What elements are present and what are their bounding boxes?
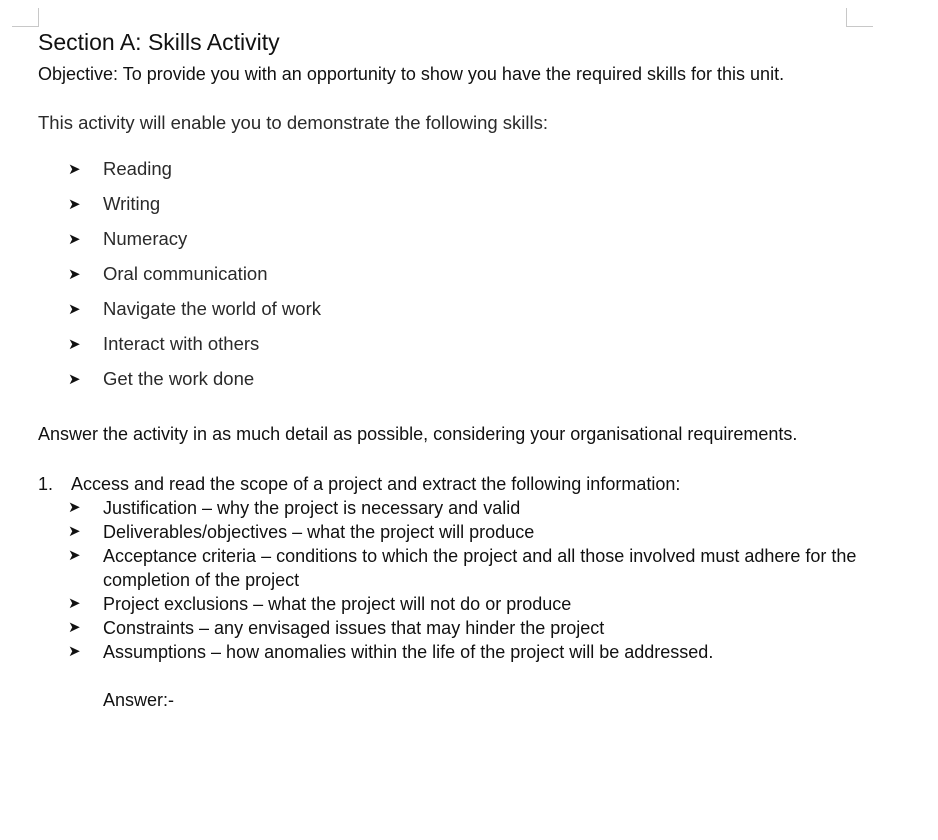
arrow-bullet-icon: ➤ <box>68 195 81 213</box>
list-item <box>68 291 858 326</box>
arrow-bullet-icon: ➤ <box>68 160 81 178</box>
arrow-bullet-icon: ➤ <box>68 547 81 564</box>
page-corner-mark-left <box>12 8 39 27</box>
answer-instruction: Answer the activity in as much detail as possible, considering your organisational requirements. <box>38 424 798 444</box>
list-item <box>68 640 858 664</box>
question-items-list <box>38 496 858 664</box>
page-corner-mark-right <box>846 8 873 27</box>
arrow-bullet-icon: ➤ <box>68 499 81 516</box>
list-item <box>68 616 858 640</box>
arrow-bullet-icon: ➤ <box>68 643 81 660</box>
arrow-bullet-icon: ➤ <box>68 230 81 248</box>
question-item-text: Assumptions – how anomalies within the life of the project will be addressed. <box>103 642 714 662</box>
answer-label: Answer:- <box>103 690 175 710</box>
document-page <box>38 26 858 712</box>
list-item <box>68 221 858 256</box>
question-item-text: Deliverables/objectives – what the project will produce <box>103 522 535 542</box>
question-item-text: Project exclusions – what the project will not do or produce <box>103 594 572 614</box>
question-heading <box>38 472 858 496</box>
question-text: Access and read the scope of a project and extract the following information: <box>71 474 681 494</box>
question-1 <box>38 472 858 712</box>
arrow-bullet-icon: ➤ <box>68 300 81 318</box>
question-item-text: Acceptance criteria – conditions to which the project and all those involved must adhere for the completion of the project <box>103 546 857 590</box>
arrow-bullet-icon: ➤ <box>68 523 81 540</box>
arrow-bullet-icon: ➤ <box>68 265 81 283</box>
skills-list <box>38 151 858 396</box>
list-item <box>68 520 858 544</box>
list-item <box>68 326 858 361</box>
list-item <box>68 186 858 221</box>
arrow-bullet-icon: ➤ <box>68 619 81 636</box>
list-item <box>68 361 858 396</box>
question-number: 1. <box>38 474 54 494</box>
arrow-bullet-icon: ➤ <box>68 335 81 353</box>
arrow-bullet-icon: ➤ <box>68 370 81 388</box>
skill-label: Reading <box>103 157 172 179</box>
list-item <box>68 151 858 186</box>
question-item-text: Justification – why the project is necessary and valid <box>103 498 521 518</box>
question-item-text: Constraints – any envisaged issues that may hinder the project <box>103 618 605 638</box>
intro-text: This activity will enable you to demonstrate the following skills: <box>38 112 549 133</box>
section-title: Section A: Skills Activity <box>38 29 280 55</box>
skill-label: Numeracy <box>103 227 188 249</box>
skill-label: Writing <box>103 192 161 214</box>
skill-label: Oral communication <box>103 262 268 284</box>
skill-label: Navigate the world of work <box>103 297 321 319</box>
list-item <box>68 256 858 291</box>
list-item <box>68 496 858 520</box>
list-item <box>68 592 858 616</box>
objective-text: Objective: To provide you with an opportunity to show you have the required skills for this unit. <box>38 64 785 84</box>
list-item <box>68 544 858 592</box>
skill-label: Interact with others <box>103 332 260 354</box>
arrow-bullet-icon: ➤ <box>68 595 81 612</box>
skill-label: Get the work done <box>103 367 255 389</box>
